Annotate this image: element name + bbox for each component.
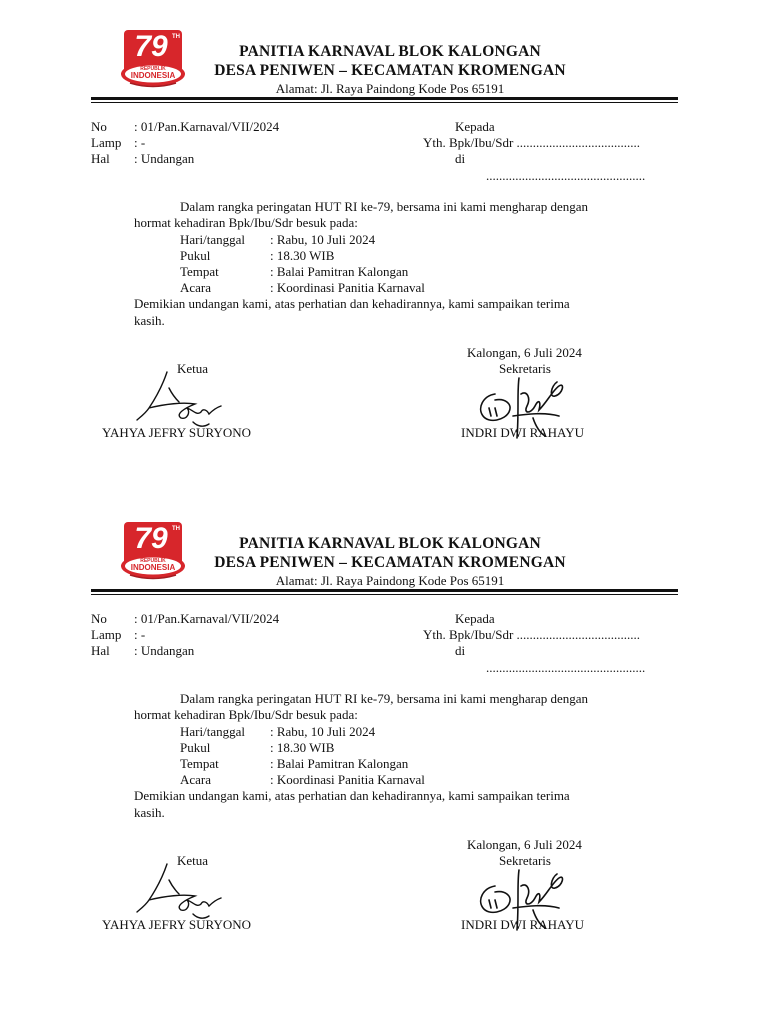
- role-ketua: Ketua: [177, 361, 209, 376]
- recipient-kepada: Kepada: [455, 119, 495, 134]
- letterhead-address: Alamat: Jl. Raya Paindong Kode Pos 65191: [275, 573, 505, 588]
- svg-text:REPUBLIK: REPUBLIK: [140, 558, 166, 564]
- detail-value: : Rabu, 10 Juli 2024: [270, 232, 376, 247]
- lamp-label: Lamp: [91, 627, 122, 642]
- ketua-signature: [135, 362, 225, 434]
- recipient-yth: Yth. Bpk/Ibu/Sdr ......................................: [423, 135, 641, 150]
- hal-value: : Undangan: [134, 643, 195, 658]
- sekretaris-name: INDRI DWI RAHAYU: [461, 425, 585, 440]
- opening-paragraph-line1: Dalam rangka peringatan HUT RI ke-79, bersama ini kami mengharap dengan: [180, 691, 589, 706]
- svg-text:TH: TH: [172, 34, 180, 40]
- opening-paragraph-line2: hormat kehadiran Bpk/Ibu/Sdr besuk pada:: [134, 707, 358, 722]
- detail-label: Acara: [180, 280, 212, 295]
- place-date: Kalongan, 6 Juli 2024: [467, 345, 582, 360]
- place-date: Kalongan, 6 Juli 2024: [467, 837, 582, 852]
- hut-ri-79-logo: [118, 26, 188, 92]
- letterhead-subtitle: DESA PENIWEN – KECAMATAN KROMENGAN: [214, 554, 566, 571]
- letterhead-address: Alamat: Jl. Raya Paindong Kode Pos 65191: [275, 81, 505, 96]
- detail-value: : Balai Pamitran Kalongan: [270, 756, 409, 771]
- hal-value: : Undangan: [134, 151, 195, 166]
- header-divider: [91, 589, 678, 592]
- no-label: No: [91, 119, 107, 134]
- recipient-address-dots: .................................................: [486, 168, 646, 183]
- detail-label: Tempat: [180, 756, 219, 771]
- no-value: : 01/Pan.Karnaval/VII/2024: [134, 611, 280, 626]
- detail-label: Pukul: [180, 248, 211, 263]
- recipient-yth: Yth. Bpk/Ibu/Sdr ......................................: [423, 627, 641, 642]
- invitation-letter: [0, 0, 768, 492]
- header-divider: [91, 97, 678, 100]
- svg-text:INDONESIA: INDONESIA: [130, 71, 176, 80]
- opening-paragraph-line2: hormat kehadiran Bpk/Ibu/Sdr besuk pada:: [134, 215, 358, 230]
- svg-text:TH: TH: [172, 526, 180, 532]
- detail-value: : 18.30 WIB: [270, 740, 335, 755]
- header-divider-thin: [91, 594, 678, 595]
- recipient-di: di: [455, 643, 466, 658]
- detail-label: Hari/tanggal: [180, 232, 245, 247]
- invitation-letter: [0, 492, 768, 984]
- ketua-name: YAHYA JEFRY SURYONO: [102, 917, 252, 932]
- lamp-value: : -: [134, 135, 146, 150]
- detail-value: : Rabu, 10 Juli 2024: [270, 724, 376, 739]
- role-ketua: Ketua: [177, 853, 209, 868]
- opening-paragraph-line1: Dalam rangka peringatan HUT RI ke-79, bersama ini kami mengharap dengan: [180, 199, 589, 214]
- hal-label: Hal: [91, 151, 110, 166]
- detail-label: Tempat: [180, 264, 219, 279]
- svg-text:INDONESIA: INDONESIA: [130, 563, 176, 572]
- detail-value: : Koordinasi Panitia Karnaval: [270, 280, 425, 295]
- svg-text:REPUBLIK: REPUBLIK: [140, 66, 166, 72]
- recipient-di: di: [455, 151, 466, 166]
- detail-value: : Balai Pamitran Kalongan: [270, 264, 409, 279]
- letterhead-subtitle: DESA PENIWEN – KECAMATAN KROMENGAN: [214, 62, 566, 79]
- detail-value: : Koordinasi Panitia Karnaval: [270, 772, 425, 787]
- closing-paragraph-line1: Demikian undangan kami, atas perhatian dan kehadirannya, kami sampaikan terima: [134, 788, 570, 803]
- detail-label: Hari/tanggal: [180, 724, 245, 739]
- role-sekretaris: Sekretaris: [499, 361, 551, 376]
- letterhead-title: PANITIA KARNAVAL BLOK KALONGAN: [239, 43, 541, 60]
- detail-value: : 18.30 WIB: [270, 248, 335, 263]
- lamp-label: Lamp: [91, 135, 122, 150]
- hal-label: Hal: [91, 643, 110, 658]
- closing-paragraph-line2: kasih.: [134, 313, 165, 328]
- closing-paragraph-line1: Demikian undangan kami, atas perhatian dan kehadirannya, kami sampaikan terima: [134, 296, 570, 311]
- recipient-address-dots: .................................................: [486, 660, 646, 675]
- role-sekretaris: Sekretaris: [499, 853, 551, 868]
- ketua-name: YAHYA JEFRY SURYONO: [102, 425, 252, 440]
- no-label: No: [91, 611, 107, 626]
- svg-text:79: 79: [134, 30, 168, 63]
- sekretaris-name: INDRI DWI RAHAYU: [461, 917, 585, 932]
- ketua-signature: [135, 854, 225, 926]
- hut-ri-79-logo: [118, 518, 188, 584]
- svg-text:79: 79: [134, 522, 168, 555]
- no-value: : 01/Pan.Karnaval/VII/2024: [134, 119, 280, 134]
- lamp-value: : -: [134, 627, 146, 642]
- header-divider-thin: [91, 102, 678, 103]
- closing-paragraph-line2: kasih.: [134, 805, 165, 820]
- recipient-kepada: Kepada: [455, 611, 495, 626]
- letterhead-title: PANITIA KARNAVAL BLOK KALONGAN: [239, 535, 541, 552]
- detail-label: Pukul: [180, 740, 211, 755]
- detail-label: Acara: [180, 772, 212, 787]
